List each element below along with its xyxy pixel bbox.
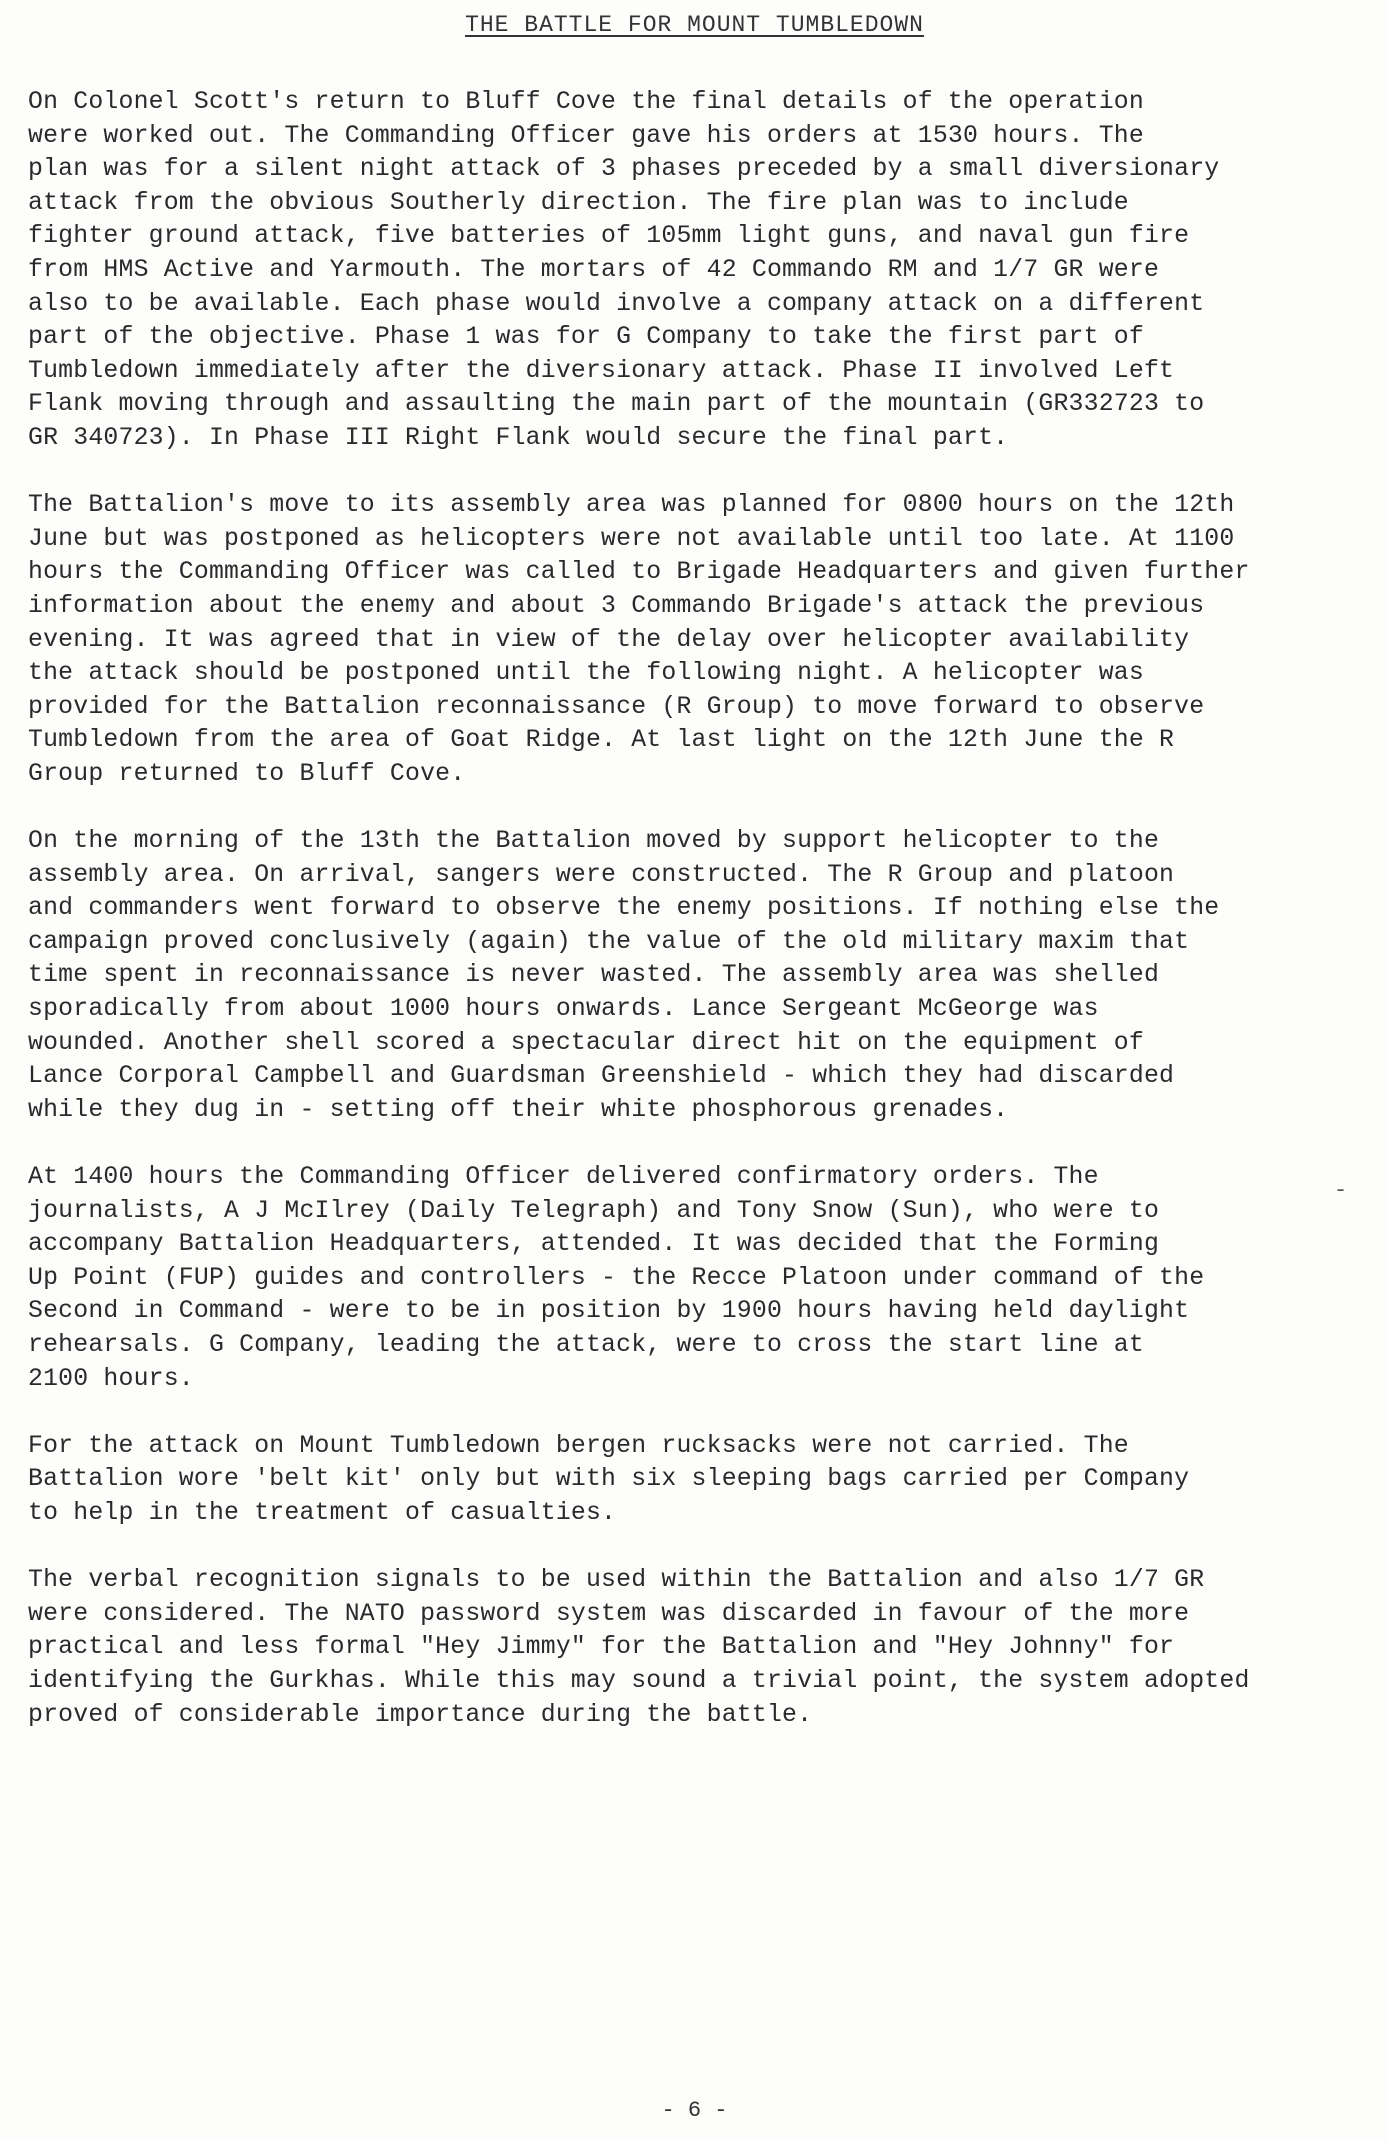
paragraph-line: hours the Commanding Officer was called to Brigade Headquarters and given further [28,558,1250,587]
paragraph-line: Second in Command - were to be in position by 1900 hours having held daylight [28,1297,1190,1326]
paragraph-line: to help in the treatment of casualties. [28,1498,617,1527]
paragraph-line: accompany Battalion Headquarters, attended. It was decided that the Forming [28,1230,1160,1259]
margin-mark: - [1334,1178,1348,1203]
document-title: THE BATTLE FOR MOUNT TUMBLEDOWN [465,12,924,38]
paragraph-line: The verbal recognition signals to be used within the Battalion and also 1/7 GR [28,1566,1205,1595]
paragraph-line: from HMS Active and Yarmouth. The mortars of 42 Commando RM and 1/7 GR were [28,255,1160,284]
paragraph-line: journalists, A J McIlrey (Daily Telegraph) and Tony Snow (Sun), who were to [28,1196,1160,1225]
paragraph-line: the attack should be postponed until the following night. A helicopter was [28,659,1144,688]
paragraph-line: On the morning of the 13th the Battalion moved by support helicopter to the [28,827,1160,856]
paragraph-line: For the attack on Mount Tumbledown bergen rucksacks were not carried. The [28,1431,1129,1460]
paragraph-line: plan was for a silent night attack of 3 phases preceded by a small diversionary [28,155,1220,184]
paragraph-line: Group returned to Bluff Cove. [28,759,466,788]
paragraph-line: Up Point (FUP) guides and controllers - the Recce Platoon under command of the [28,1263,1205,1292]
paragraph-line: June but was postponed as helicopters were not available until too late. At 1100 [28,524,1235,553]
paragraph-line: campaign proved conclusively (again) the value of the old military maxim that [28,927,1190,956]
paragraph-line: and commanders went forward to observe the enemy positions. If nothing else the [28,894,1220,923]
paragraph-line: time spent in reconnaissance is never wasted. The assembly area was shelled [28,961,1160,990]
paragraph [28,825,1368,1127]
paragraph-line: practical and less formal "Hey Jimmy" for the Battalion and "Hey Johnny" for [28,1633,1175,1662]
paragraph-line: Flank moving through and assaulting the main part of the mountain (GR332723 to [28,390,1205,419]
paragraph-line: Lance Corporal Campbell and Guardsman Greenshield - which they had discarded [28,1062,1175,1091]
paragraph-line: identifying the Gurkhas. While this may sound a trivial point, the system adopted [28,1666,1250,1695]
paragraph-line: also to be available. Each phase would involve a company attack on a different [28,289,1205,318]
paragraph-line: information about the enemy and about 3 Commando Brigade's attack the previous [28,591,1205,620]
paragraph [28,86,1368,456]
paragraph-line: 2100 hours. [28,1364,194,1393]
page-number: - 6 - [661,2098,728,2123]
paragraph-line: were worked out. The Commanding Officer gave his orders at 1530 hours. The [28,121,1144,150]
paragraph-line: provided for the Battalion reconnaissance (R Group) to move forward to observe [28,692,1205,721]
paragraph-line: proved of considerable importance during the battle. [28,1700,813,1729]
paragraph-line: assembly area. On arrival, sangers were constructed. The R Group and platoon [28,860,1175,889]
paragraph-line: part of the objective. Phase 1 was for G Company to take the first part of [28,323,1144,352]
paragraph-line: rehearsals. G Company, leading the attack, were to cross the start line at [28,1330,1144,1359]
paragraph [28,1161,1368,1396]
paragraph [28,489,1368,791]
paragraph-line: wounded. Another shell scored a spectacular direct hit on the equipment of [28,1028,1144,1057]
paragraph-line: GR 340723). In Phase III Right Flank would secure the final part. [28,423,1009,452]
document-body [28,86,1368,1766]
paragraph-line: sporadically from about 1000 hours onwards. Lance Sergeant McGeorge was [28,995,1099,1024]
paragraph-line: evening. It was agreed that in view of the delay over helicopter availability [28,625,1190,654]
paragraph-line: while they dug in - setting off their white phosphorous grenades. [28,1095,1009,1124]
paragraph-line: Battalion wore 'belt kit' only but with six sleeping bags carried per Company [28,1465,1190,1494]
paragraph [28,1564,1368,1732]
paragraph-line: At 1400 hours the Commanding Officer delivered confirmatory orders. The [28,1163,1099,1191]
paragraph-line: Tumbledown immediately after the diversionary attack. Phase II involved Left [28,356,1175,385]
paragraph-line: Tumbledown from the area of Goat Ridge. At last light on the 12th June the R [28,726,1175,755]
paragraph-line: The Battalion's move to its assembly area was planned for 0800 hours on the 12th [28,491,1235,520]
paragraph-line: fighter ground attack, five batteries of 105mm light guns, and naval gun fire [28,222,1190,251]
paragraph-line: On Colonel Scott's return to Bluff Cove the final details of the operation [28,88,1144,116]
paragraph-line: attack from the obvious Southerly direction. The fire plan was to include [28,188,1129,217]
paragraph [28,1430,1368,1531]
paragraph-line: were considered. The NATO password system was discarded in favour of the more [28,1599,1190,1628]
